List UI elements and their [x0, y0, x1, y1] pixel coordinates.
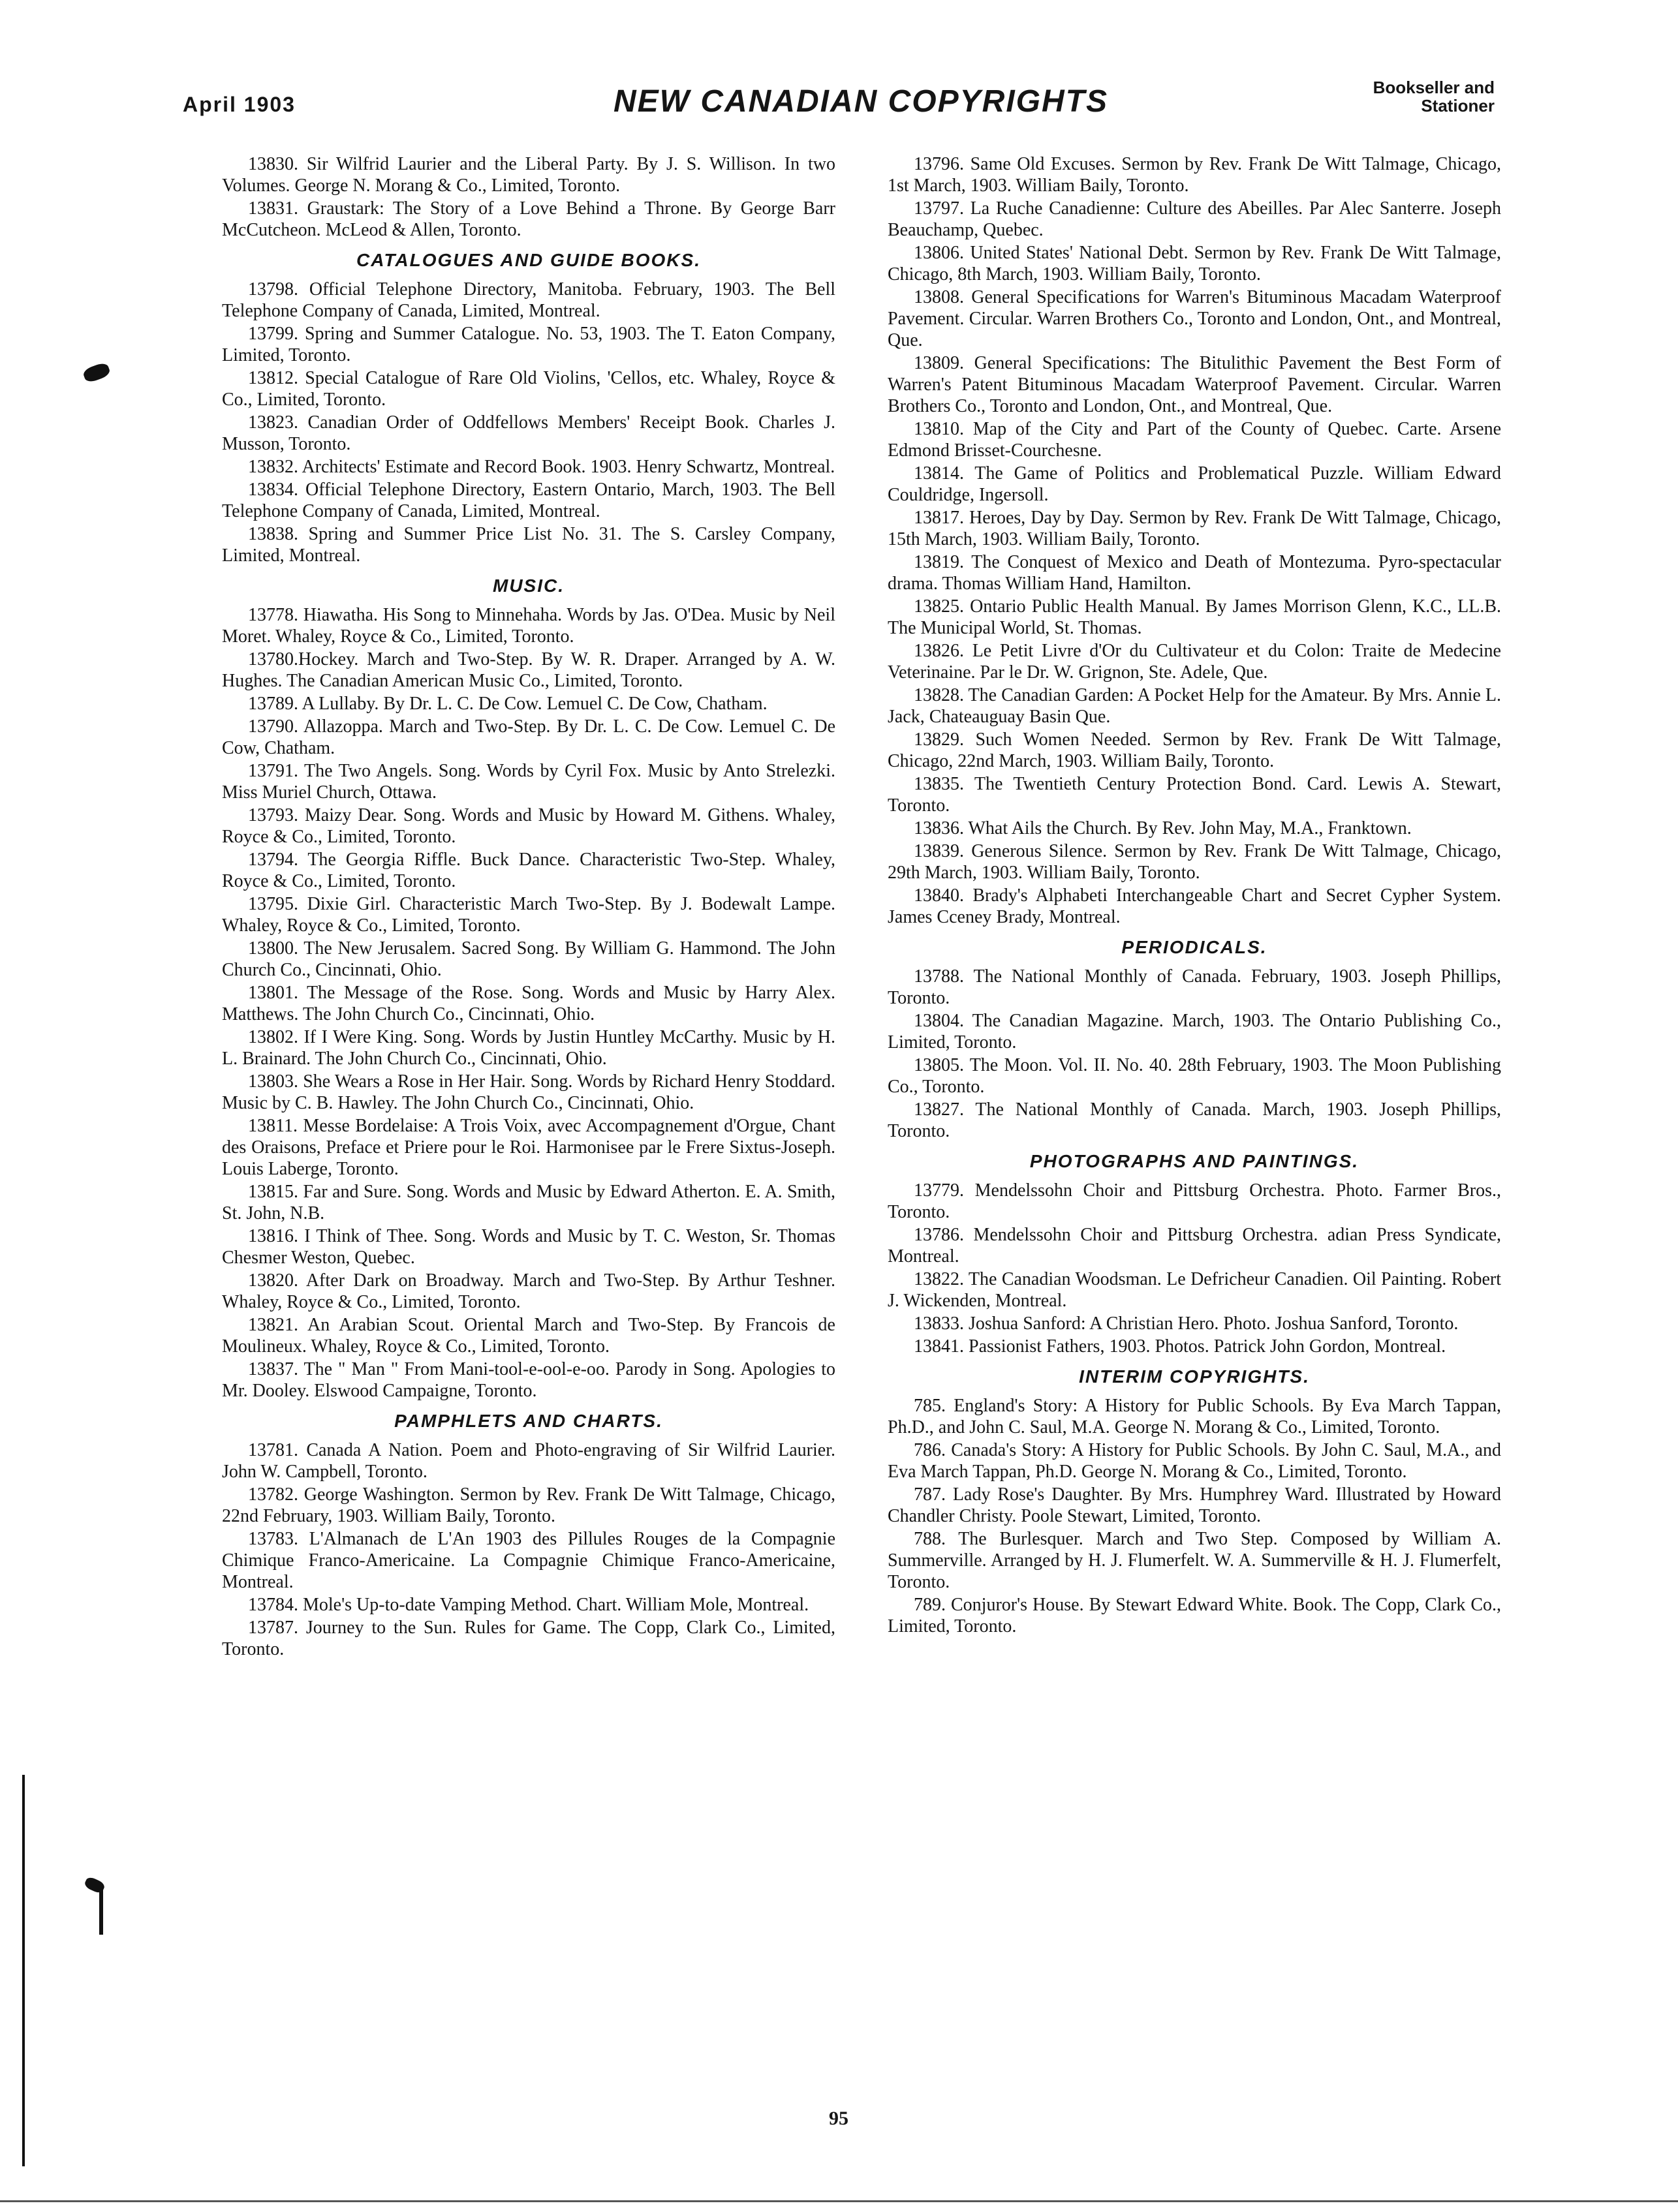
entry: 13793. Maizy Dear. Song. Words and Music by Howard M. Githens. Whaley, Royce & Co., Limited, Toronto. [222, 805, 835, 847]
entry: 13826. Le Petit Livre d'Or du Cultivateur et du Colon: Traite de Medecine Veterinaine. Par le Dr. W. Grignon, Ste. Adele, Que. [888, 641, 1501, 683]
entry: 13841. Passionist Fathers, 1903. Photos. Patrick John Gordon, Montreal. [914, 1336, 1446, 1357]
entry: 13799. Spring and Summer Catalogue. No. 53, 1903. The T. Eaton Company, Limited, Toronto. [222, 324, 835, 365]
entry: 13788. The National Monthly of Canada. February, 1903. Joseph Phillips, Toronto. [888, 966, 1501, 1008]
right-column [888, 153, 1501, 1638]
entry: 13798. Official Telephone Directory, Manitoba. February, 1903. The Bell Telephone Company of Canada, Limited, Montreal. [222, 279, 835, 321]
entry: 13787. Journey to the Sun. Rules for Game. The Copp, Clark Co., Limited, Toronto. [222, 1618, 835, 1659]
margin-blot [82, 361, 111, 384]
left-column [222, 153, 835, 1661]
entry: 13779. Mendelssohn Choir and Pittsburg Orchestra. Photo. Farmer Bros., Toronto. [888, 1180, 1501, 1222]
entry: 13831. Graustark: The Story of a Love Behind a Throne. By George Barr McCutcheon. McLeod & Allen, Toronto. [222, 198, 835, 240]
entry: 13789. A Lullaby. By Dr. L. C. De Cow. Lemuel C. De Cow, Chatham. [248, 694, 768, 714]
entry: 13800. The New Jerusalem. Sacred Song. By William G. Hammond. The John Church Co., Cincinnati, Ohio. [222, 938, 835, 980]
section-heading: CATALOGUES AND GUIDE BOOKS. [356, 250, 701, 270]
entry: 787. Lady Rose's Daughter. By Mrs. Humphrey Ward. Illustrated by Howard Chandler Christy. Poole Stewart, Limited, Toronto. [888, 1484, 1501, 1526]
entry: 13840. Brady's Alphabeti Interchangeable Chart and Secret Cypher System. James Cceney Brady, Montreal. [888, 885, 1501, 927]
entry: 13838. Spring and Summer Price List No. 31. The S. Carsley Company, Limited, Montreal. [222, 524, 835, 566]
entry: 13795. Dixie Girl. Characteristic March Two-Step. By J. Bodewalt Lampe. Whaley, Royce & Co., Limited, Toronto. [222, 894, 835, 936]
section-heading: PERIODICALS. [1121, 937, 1267, 957]
entry: 13816. I Think of Thee. Song. Words and Music by T. C. Weston, Sr. Thomas Chesmer Weston, Quebec. [222, 1226, 835, 1268]
entry: 13806. United States' National Debt. Sermon by Rev. Frank De Witt Talmage, Chicago, 8th March, 1903. William Baily, Toronto. [888, 243, 1501, 284]
entry: 13811. Messe Bordelaise: A Trois Voix, avec Accompagnement d'Orgue, Chant des Oraisons, Preface et Priere pour le Roi. Harmonisee par le Frere Sixtus-Joseph. Louis Laberge, Toronto. [222, 1116, 835, 1179]
section-heading: PHOTOGRAPHS AND PAINTINGS. [1029, 1151, 1359, 1171]
entry: 13830. Sir Wilfrid Laurier and the Liberal Party. By J. S. Willison. In two Volumes. George N. Morang & Co., Limited, Toronto. [222, 154, 835, 196]
entry: 13820. After Dark on Broadway. March and Two-Step. By Arthur Teshner. Whaley, Royce & Co., Limited, Toronto. [222, 1270, 835, 1312]
page-number: 95 [829, 2108, 848, 2129]
entry: 13791. The Two Angels. Song. Words by Cyril Fox. Music by Anto Strelezki. Miss Muriel Church, Ottawa. [222, 761, 835, 803]
entry: 13796. Same Old Excuses. Sermon by Rev. Frank De Witt Talmage, Chicago, 1st March, 1903. William Baily, Toronto. [888, 154, 1501, 196]
entry: 13834. Official Telephone Directory, Eastern Ontario, March, 1903. The Bell Telephone Company of Canada, Limited, Montreal. [222, 480, 835, 521]
entry: 13839. Generous Silence. Sermon by Rev. Frank De Witt Talmage, Chicago, 29th March, 1903. William Baily, Toronto. [888, 841, 1501, 883]
margin-blot [99, 1889, 103, 1935]
entry: 13835. The Twentieth Century Protection Bond. Card. Lewis A. Stewart, Toronto. [888, 774, 1501, 816]
entry: 13778. Hiawatha. His Song to Minnehaha. Words by Jas. O'Dea. Music by Neil Moret. Whaley, Royce & Co., Limited, Toronto. [222, 605, 835, 647]
entry: 13812. Special Catalogue of Rare Old Violins, 'Cellos, etc. Whaley, Royce & Co., Limited, Toronto. [222, 368, 835, 410]
entry: 786. Canada's Story: A History for Public Schools. By John C. Saul, M.A., and Eva March Tappan, Ph.D. George N. Morang & Co., Limited, Toronto. [888, 1440, 1501, 1482]
scan-bottom-edge [0, 2200, 1678, 2202]
entry: 13837. The " Man " From Mani-tool-e-ool-e-oo. Parody in Song. Apologies to Mr. Dooley. Elswood Campaigne, Toronto. [222, 1359, 835, 1401]
entry: 13781. Canada A Nation. Poem and Photo-engraving of Sir Wilfrid Laurier. John W. Campbell, Toronto. [222, 1440, 835, 1482]
entry: 13810. Map of the City and Part of the County of Quebec. Carte. Arsene Edmond Brisset-Courchesne. [888, 419, 1501, 461]
entry: 13832. Architects' Estimate and Record Book. 1903. Henry Schwartz, Montreal. [248, 457, 835, 477]
entry: 13782. George Washington. Sermon by Rev. Frank De Witt Talmage, Chicago, 22nd February, 1903. William Baily, Toronto. [222, 1484, 835, 1526]
entry: 13802. If I Were King. Song. Words by Justin Huntley McCarthy. Music by H. L. Brainard. The John Church Co., Cincinnati, Ohio. [222, 1027, 835, 1069]
entry: 13809. General Specifications: The Bitulithic Pavement the Best Form of Warren's Patent Bituminous Macadam Waterproof Pavement. Circular. Warren Brothers Co., Toronto and London, Ont., and Montreal, Que. [888, 353, 1501, 416]
entry: 13784. Mole's Up-to-date Vamping Method. Chart. William Mole, Montreal. [248, 1595, 809, 1615]
page-title: NEW CANADIAN COPYRIGHTS [614, 84, 1109, 119]
entry: 13833. Joshua Sanford: A Christian Hero. Photo. Joshua Sanford, Toronto. [914, 1313, 1459, 1334]
entry: 13804. The Canadian Magazine. March, 1903. The Ontario Publishing Co., Limited, Toronto. [888, 1011, 1501, 1052]
entry: 13825. Ontario Public Health Manual. By James Morrison Glenn, K.C., LL.B. The Municipal World, St. Thomas. [888, 596, 1501, 638]
entry: 13828. The Canadian Garden: A Pocket Help for the Amateur. By Mrs. Annie L. Jack, Chateauguay Basin Que. [888, 685, 1501, 727]
entry: 13803. She Wears a Rose in Her Hair. Song. Words by Richard Henry Stoddard. Music by C. B. Hawley. The John Church Co., Cincinnati, Ohio. [222, 1071, 835, 1113]
issue-date: April 1903 [183, 93, 296, 116]
entry: 785. England's Story: A History for Public Schools. By Eva March Tappan, Ph.D., and John C. Saul, M.A. George N. Morang & Co., Limited, Toronto. [888, 1396, 1501, 1437]
entry: 13783. L'Almanach de L'An 1903 des Pillules Rouges de la Compagnie Chimique Franco-Americaine. La Compagnie Chimique Franco-Americaine, Montreal. [222, 1529, 835, 1592]
entry: 13790. Allazoppa. March and Two-Step. By Dr. L. C. De Cow. Lemuel C. De Cow, Chatham. [222, 716, 835, 758]
entry: 789. Conjuror's House. By Stewart Edward White. Book. The Copp, Clark Co., Limited, Toronto. [888, 1595, 1501, 1636]
entry: 13805. The Moon. Vol. II. No. 40. 28th February, 1903. The Moon Publishing Co., Toronto. [888, 1055, 1501, 1097]
entry: 13786. Mendelssohn Choir and Pittsburg Orchestra. adian Press Syndicate, Montreal. [888, 1225, 1501, 1267]
entry: 13836. What Ails the Church. By Rev. John May, M.A., Franktown. [914, 818, 1412, 838]
entry: 13815. Far and Sure. Song. Words and Music by Edward Atherton. E. A. Smith, St. John, N.B. [222, 1182, 835, 1223]
section-heading: INTERIM COPYRIGHTS. [1079, 1366, 1310, 1387]
entry: 13808. General Specifications for Warren's Bituminous Macadam Waterproof Pavement. Circular. Warren Brothers Co., Toronto and London, Ont., and Montreal, Que. [888, 287, 1501, 350]
publication-line-2: Stationer [1421, 96, 1495, 115]
entry: 13797. La Ruche Canadienne: Culture des Abeilles. Par Alec Santerre. Joseph Beauchamp, Quebec. [888, 198, 1501, 240]
publication-line-1: Bookseller and [1373, 78, 1495, 97]
entry: 13817. Heroes, Day by Day. Sermon by Rev. Frank De Witt Talmage, Chicago, 15th March, 1903. William Baily, Toronto. [888, 508, 1501, 549]
entry: 13823. Canadian Order of Oddfellows Members' Receipt Book. Charles J. Musson, Toronto. [222, 412, 835, 454]
entry: 13822. The Canadian Woodsman. Le Defricheur Canadien. Oil Painting. Robert J. Wickenden, Montreal. [888, 1269, 1501, 1311]
entry: 13821. An Arabian Scout. Oriental March and Two-Step. By Francois de Moulineux. Whaley, Royce & Co., Limited, Toronto. [222, 1315, 835, 1357]
section-heading: MUSIC. [493, 576, 565, 596]
publication-name [1312, 78, 1495, 115]
entry: 13827. The National Monthly of Canada. March, 1903. Joseph Phillips, Toronto. [888, 1099, 1501, 1141]
entry: 13780.Hockey. March and Two-Step. By W. R. Draper. Arranged by A. W. Hughes. The Canadian American Music Co., Limited, Toronto. [222, 649, 835, 691]
entry: 13829. Such Women Needed. Sermon by Rev. Frank De Witt Talmage, Chicago, 22nd March, 1903. William Baily, Toronto. [888, 730, 1501, 771]
entry: 13819. The Conquest of Mexico and Death of Montezuma. Pyro-spectacular drama. Thomas William Hand, Hamilton. [888, 552, 1501, 594]
entry: 13801. The Message of the Rose. Song. Words and Music by Harry Alex. Matthews. The John Church Co., Cincinnati, Ohio. [222, 983, 835, 1024]
entry: 13814. The Game of Politics and Problematical Puzzle. William Edward Couldridge, Ingersoll. [888, 463, 1501, 505]
entry: 788. The Burlesquer. March and Two Step. Composed by William A. Summerville. Arranged by H. J. Flumerfelt. W. A. Summerville & H. J. Flumerfelt, Toronto. [888, 1529, 1501, 1592]
scan-edge-line [22, 1775, 25, 2166]
running-header [0, 78, 1678, 150]
section-heading: PAMPHLETS AND CHARTS. [394, 1411, 663, 1431]
entry: 13794. The Georgia Riffle. Buck Dance. Characteristic Two-Step. Whaley, Royce & Co., Limited, Toronto. [222, 850, 835, 891]
